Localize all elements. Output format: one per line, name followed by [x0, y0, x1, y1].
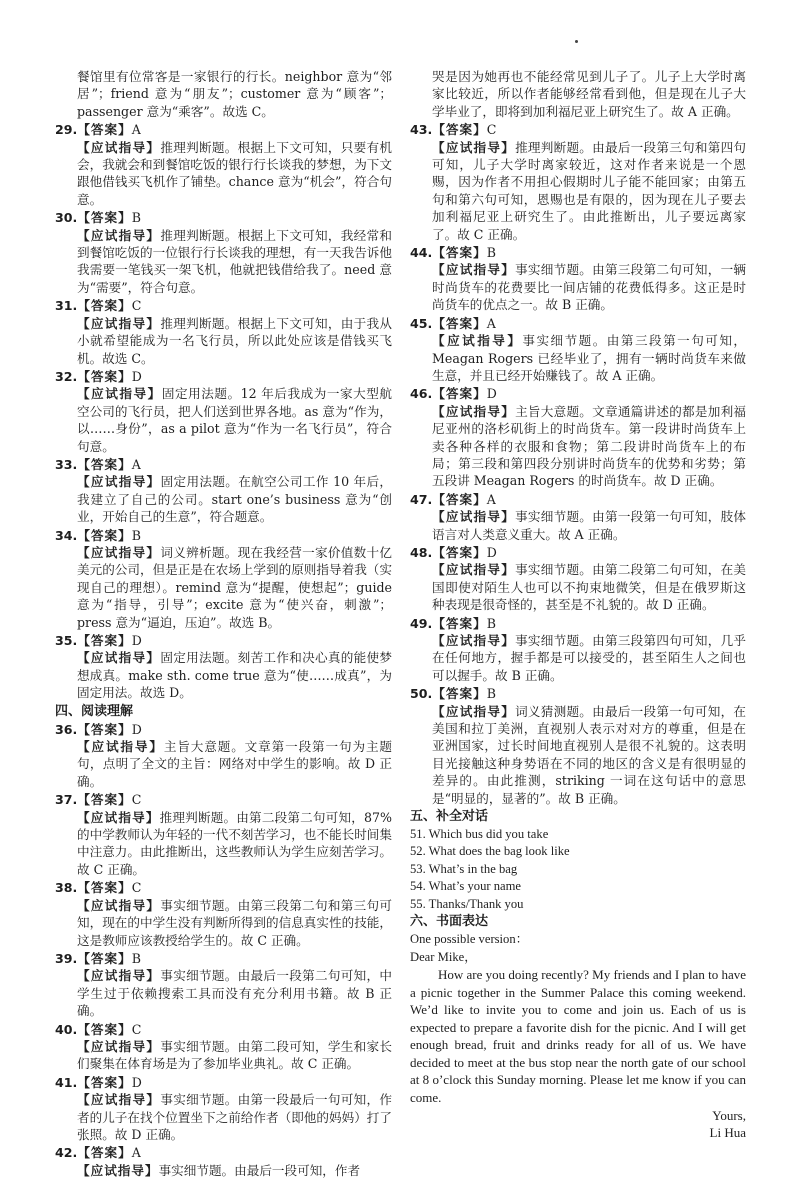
guide-content: 事实细节题。由第二段第二句可知，在美国即使对陌生人也可以不拘束地微笑，但是在俄罗斯这种表现是很奇怪的，甚至是不礼貌的。故 D 正确。: [432, 562, 746, 613]
answer-line: [410, 385, 746, 402]
guide-content: 推理判断题。根据上下文可知，由于我从小就希望能成为一名飞行员，所以此处应该是借钱买飞机。故选 C。: [77, 315, 393, 366]
guide-content: 词义辨析题。现在我经营一家价值数十亿美元的公司，但是正是在农场上学到的原则指导着我（实现自己的理想）。remind 意为“提醒，使想起”；guide 意为“指导，引导”；excite 意为“使兴奋，刺激”；press 意为“逼迫，压迫”。故选 B。: [77, 544, 393, 630]
answer-entry: [55, 721, 392, 791]
guide-text: [410, 703, 746, 807]
letter-salutation: Dear Mike，: [410, 949, 477, 964]
answer-tag: 【答案】: [77, 210, 132, 226]
answer-value: A: [131, 456, 141, 472]
guide-tag: 【应试指导】: [77, 897, 161, 913]
answer-tag: 【答案】: [432, 544, 487, 560]
guide-text: [410, 632, 746, 684]
answer-value: B: [131, 210, 141, 226]
answer-tag: 【答案】: [432, 615, 487, 631]
dialogue-answer: 51. Which bus did you take: [410, 827, 549, 842]
answer-value: C: [131, 1021, 142, 1037]
question-number: 49.: [410, 615, 433, 631]
answer-tag: 【答案】: [77, 1145, 132, 1161]
question-number: 40.: [55, 1021, 78, 1037]
answer-tag: 【答案】: [77, 950, 132, 966]
guide-tag: 【应试指导】: [77, 315, 161, 331]
left-answer-list: [55, 68, 392, 702]
question-number: 47.: [410, 491, 433, 507]
question-number: 36.: [55, 721, 78, 737]
guide-tag: 【应试指导】: [432, 633, 516, 648]
answer-tag: 【答案】: [77, 1021, 132, 1037]
answer-tag: 【答案】: [77, 298, 132, 314]
answer-entry: [55, 791, 392, 878]
guide-text: [410, 508, 746, 543]
answer-value: A: [486, 315, 496, 331]
guide-text: [55, 738, 392, 790]
guide-text: [55, 68, 392, 120]
guide-tag: 【应试指导】: [432, 509, 516, 525]
answer-tag: 【答案】: [77, 456, 132, 472]
guide-text: [55, 1091, 392, 1143]
answer-tag: 【答案】: [77, 792, 132, 808]
guide-content: 推理判断题。由最后一段第三句和第四句可知，儿子大学时离家较近，这对作者来说是一个恩赐，因为作者不用担心假期时儿子能不能回家；由第五句和第六句可知，恩赐也是有限的，因为现在儿子要去加利福尼亚上研究生了。由此推断出，儿子要远离家了。故 C 正确。: [432, 139, 746, 242]
answer-entry: [55, 297, 392, 367]
answer-entry: [55, 1074, 392, 1144]
question-number: 38.: [55, 880, 78, 896]
answer-line: [55, 209, 392, 226]
answer-value: D: [131, 368, 142, 384]
answer-value: C: [486, 122, 497, 138]
dialogue-answer: 54. What’s your name: [410, 879, 521, 894]
answer-line: [410, 244, 746, 261]
guide-text: [410, 68, 746, 120]
guide-content: 事实细节题。由第三段第二句可知，一辆时尚货车的花费要比一间店铺的花费低得多。这正是时尚货车的优点之一。故 B 正确。: [432, 262, 746, 313]
guide-tag: 【应试指导】: [432, 562, 516, 578]
guide-text: [55, 385, 392, 455]
answer-tag: 【答案】: [432, 491, 487, 507]
letter-closing: Yours,: [712, 1107, 746, 1123]
guide-content: 事实细节题。由最后一段第二句可知，中学生过于依赖搜索工具而没有充分利用书籍。故 B 正确。: [77, 968, 393, 1019]
guide-tag: 【应试指导】: [77, 650, 161, 666]
answer-tag: 【答案】: [77, 633, 132, 648]
guide-content: 事实细节题。由第二段可知，学生和家长们聚集在体育场是为了参加毕业典礼。故 C 正确。: [77, 1038, 393, 1072]
answer-line: [410, 615, 746, 632]
guide-tag: 【应试指导】: [77, 1092, 161, 1108]
question-number: 32.: [55, 368, 78, 384]
scan-dot: [575, 40, 578, 43]
guide-content: 事实细节题。由最后一段可知，作者: [158, 1162, 361, 1178]
answer-value: D: [131, 633, 142, 648]
answer-entry: [55, 456, 392, 526]
answer-tag: 【答案】: [432, 315, 487, 331]
guide-tag: 【应试指导】: [77, 809, 160, 825]
answer-entry: [55, 632, 392, 702]
guide-text: [55, 544, 392, 631]
guide-tag: 【应试指导】: [77, 739, 164, 755]
guide-tag: 【应试指导】: [77, 1162, 159, 1178]
left-column: [55, 68, 392, 1180]
answer-entry: [410, 68, 746, 120]
question-number: 30.: [55, 210, 78, 226]
answer-entry: [410, 385, 746, 489]
question-number: 48.: [410, 544, 433, 560]
guide-tag: 【应试指导】: [77, 139, 161, 155]
answer-line: [55, 1144, 392, 1161]
guide-tag: 【应试指导】: [432, 703, 516, 719]
guide-tag: 【应试指导】: [432, 333, 523, 349]
answer-line: [55, 879, 392, 896]
guide-text: [55, 139, 392, 209]
guide-text: [55, 809, 392, 879]
reading-answer-list: [55, 721, 392, 1180]
letter-signature: Li Hua: [709, 1125, 746, 1141]
answer-tag: 【答案】: [77, 1074, 132, 1090]
answer-entry: [55, 527, 392, 631]
guide-tag: 【应试指导】: [77, 474, 161, 490]
answer-tag: 【答案】: [77, 527, 132, 543]
dialogue-answer: 53. What’s in the bag: [410, 861, 518, 876]
question-number: 33.: [55, 456, 78, 472]
question-number: 45.: [410, 315, 433, 331]
guide-text: [410, 332, 746, 384]
answer-tag: 【答案】: [432, 245, 487, 261]
guide-tag: 【应试指导】: [77, 544, 161, 560]
answer-value: A: [486, 491, 496, 507]
section-6-title: 六、书面表达: [410, 914, 489, 930]
question-number: 43.: [410, 122, 433, 138]
answer-value: A: [131, 122, 141, 138]
answer-line: [55, 527, 392, 544]
answer-line: [55, 121, 392, 138]
guide-tag: 【应试指导】: [432, 262, 516, 278]
answer-tag: 【答案】: [432, 686, 487, 702]
guide-tag: 【应试指导】: [77, 968, 161, 984]
guide-tag: 【应试指导】: [432, 139, 516, 155]
guide-tag: 【应试指导】: [77, 1038, 161, 1054]
guide-content: 推理判断题。由第二段第二句可知，87% 的中学教师认为年轻的一代不刻苦学习，也不能长时间集中注意力。由此推断出，这些教师认为学生应刻苦学习。故 C 正确。: [77, 809, 392, 877]
question-number: 39.: [55, 950, 78, 966]
answer-entry: [410, 315, 746, 385]
answer-entry: [55, 879, 392, 949]
guide-text: [410, 561, 746, 613]
answer-line: [410, 685, 746, 702]
guide-content: 推理判断题。根据上下文可知，只要有机会，我就会和到餐馆吃饭的银行行长谈我的梦想，为下文跟他借钱买飞机作了铺垫。chance 意为“机会”，符合句意。: [77, 139, 393, 207]
guide-content: 事实细节题。由第一段第一句可知，肢体语言对人类意义重大。故 A 正确。: [432, 509, 746, 542]
answer-tag: 【答案】: [432, 386, 487, 402]
answer-value: B: [486, 615, 496, 631]
answer-line: [55, 950, 392, 967]
dialogue-answer: 55. Thanks/Thank you: [410, 896, 524, 911]
right-answer-list: [410, 68, 746, 807]
answer-tag: 【答案】: [77, 880, 132, 896]
answer-line: [410, 544, 746, 561]
question-number: 35.: [55, 633, 78, 648]
guide-text: [55, 473, 392, 525]
guide-content: 主旨大意题。文章第一段第一句为主题句，点明了全文的主旨：网络对中学生的影响。故 D 正确。: [77, 739, 393, 789]
guide-content: 固定用法题。刻苦工作和决心真的能使梦想成真。make sth. come true 意为“使……成真”，为固定用法。故选 D。: [77, 650, 393, 701]
answer-line: [55, 632, 392, 649]
guide-content: 推理判断题。根据上下文可知，我经常和到餐馆吃饭的一位银行行长谈我的理想，有一天我告诉他我需要一笔钱买一架飞机，他就把钱借给我了。need 意为“需要”，符合句意。: [77, 227, 393, 295]
answer-entry: [55, 950, 392, 1020]
guide-content: 词义猜测题。由最后一段第一句可知，在美国和拉丁美洲，直视别人表示对对方的尊重，但是在亚洲国家，过长时间地直视别人是很不礼貌的。这表明目光接触这种身势语在不同的地区的含义是有很明显的差异的。由此推测，striking 一词在这句话中的意思是“明显的，显著的”。故 B 正确。: [432, 703, 746, 806]
answer-entry: [55, 209, 392, 296]
answer-value: B: [486, 686, 496, 702]
answer-line: [55, 721, 392, 738]
guide-content: 固定用法题。在航空公司工作 10 年后，我建立了自己的公司。start one’s business 意为“创业，开始自己的生意”，符合题意。: [77, 474, 392, 525]
answer-line: [55, 456, 392, 473]
question-number: 41.: [55, 1074, 78, 1090]
answer-tag: 【答案】: [77, 368, 132, 384]
question-number: 44.: [410, 245, 433, 261]
answer-value: B: [131, 950, 141, 966]
question-number: 29.: [55, 122, 78, 138]
answer-line: [55, 368, 392, 385]
answer-tag: 【答案】: [77, 122, 132, 138]
guide-tag: 【应试指导】: [77, 227, 161, 243]
guide-tag: 【应试指导】: [77, 386, 162, 402]
guide-content: 事实细节题。由第三段第一句可知，Meagan Rogers 已经毕业了，拥有一辆时尚货车来做生意，并且已经开始赚钱了。故 A 正确。: [432, 333, 747, 383]
guide-text: [410, 261, 746, 313]
dialogue-answer: 52. What does the bag look like: [410, 844, 570, 859]
answer-entry: [410, 244, 746, 314]
guide-text: [410, 403, 746, 490]
guide-content: 主旨大意题。文章通篇讲述的都是加利福尼亚州的洛杉矶街上的时尚货车。第一段讲时尚货车上卖各种各样的衣服和食物；第二段讲时尚货车上的布局；第三段和第四段分别讲时尚货车的优势和劣势；第五段讲 Meagan Rogers 的时尚货车。故 D 正确。: [432, 403, 746, 489]
answer-entry: [410, 685, 746, 807]
answer-entry: [55, 68, 392, 120]
answer-value: C: [131, 792, 142, 808]
answer-line: [55, 297, 392, 314]
guide-text: [55, 1162, 392, 1179]
answer-line: [410, 315, 746, 332]
answer-value: D: [486, 386, 497, 402]
question-number: 37.: [55, 792, 78, 808]
version-label: One possible version：: [410, 932, 529, 947]
guide-content: 事实细节题。由第一段最后一句可知，作者的儿子在找个位置坐下之前给作者（即他的妈妈）打了张照。故 D 正确。: [77, 1092, 393, 1142]
section-4-title: 四、阅读理解: [55, 703, 134, 719]
answer-value: C: [131, 298, 142, 314]
answer-tag: 【答案】: [77, 721, 132, 737]
answer-entry: [410, 615, 746, 685]
guide-text: [55, 227, 392, 297]
guide-text: [55, 1038, 392, 1073]
guide-content: 事实细节题。由第三段第二句和第三句可知，现在的中学生没有判断所得到的信息真实性的技能，这是教师应该教授给学生的。故 C 正确。: [77, 897, 393, 948]
question-number: 50.: [410, 686, 433, 702]
guide-text: [55, 315, 392, 367]
question-number: 34.: [55, 527, 78, 543]
guide-text: [55, 649, 392, 701]
answer-line: [55, 1074, 392, 1091]
question-number: 42.: [55, 1145, 78, 1161]
answer-entry: [55, 121, 392, 208]
answer-tag: 【答案】: [432, 122, 487, 138]
answer-value: B: [131, 527, 141, 543]
dialogue-answers: [410, 826, 746, 913]
answer-entry: [55, 368, 392, 455]
guide-content: 事实细节题。由第三段第四句可知，几乎在任何地方，握手都是可以接受的，甚至陌生人之间也可以握手。故 B 正确。: [432, 633, 746, 683]
answer-value: A: [131, 1145, 141, 1161]
answer-entry: [410, 121, 746, 243]
guide-tag: 【应试指导】: [432, 403, 516, 419]
answer-entry: [410, 544, 746, 614]
answer-value: B: [486, 245, 496, 261]
answer-entry: [55, 1021, 392, 1073]
answer-value: D: [486, 544, 497, 560]
letter-body: How are you doing recently? My friends and I plan to have a picnic together in the Summer Palace this coming weekend. We’d like to invite you to come and join us. Each of us is expected to prepare a favorite dish for the picnic. And I will get enough bread, fruit and drinks ready for all of us. We have decided to meet at the bus stop near the north gate of our school at 8 o’clock this Sunday morning. Please let me know if you can come.: [410, 966, 746, 1106]
guide-text: [55, 897, 392, 949]
answer-value: D: [131, 1074, 142, 1090]
question-number: 46.: [410, 386, 433, 402]
answer-line: [410, 121, 746, 138]
answer-line: [410, 491, 746, 508]
guide-content: 固定用法题。12 年后我成为一家大型航空公司的飞行员，把人们送到世界各地。as 意为“作为，以……身份”，as a pilot 意为“作为一名飞行员”，符合句意。: [77, 386, 392, 454]
answer-value: C: [131, 880, 142, 896]
guide-content: 餐馆里有位常客是一家银行的行长。neighbor 意为“邻居”；friend 意为“朋友”；customer 意为“顾客”；passenger 意为“乘客”。故选 C。: [77, 69, 392, 119]
answer-entry: [410, 491, 746, 543]
guide-content: 哭是因为她再也不能经常见到儿子了。儿子上大学时离家比较近，所以作者能够经常看到他，但是现在儿子大学毕业了，即将到加利福尼亚上研究生了。故 A 正确。: [432, 69, 746, 119]
answer-line: [55, 1021, 392, 1038]
guide-text: [55, 967, 392, 1019]
guide-text: [410, 139, 746, 243]
section-5-title: 五、补全对话: [410, 809, 489, 825]
answer-entry: [55, 1144, 392, 1179]
answer-value: D: [131, 721, 142, 737]
right-column: [410, 68, 746, 1142]
question-number: 31.: [55, 298, 78, 314]
answer-line: [55, 791, 392, 808]
